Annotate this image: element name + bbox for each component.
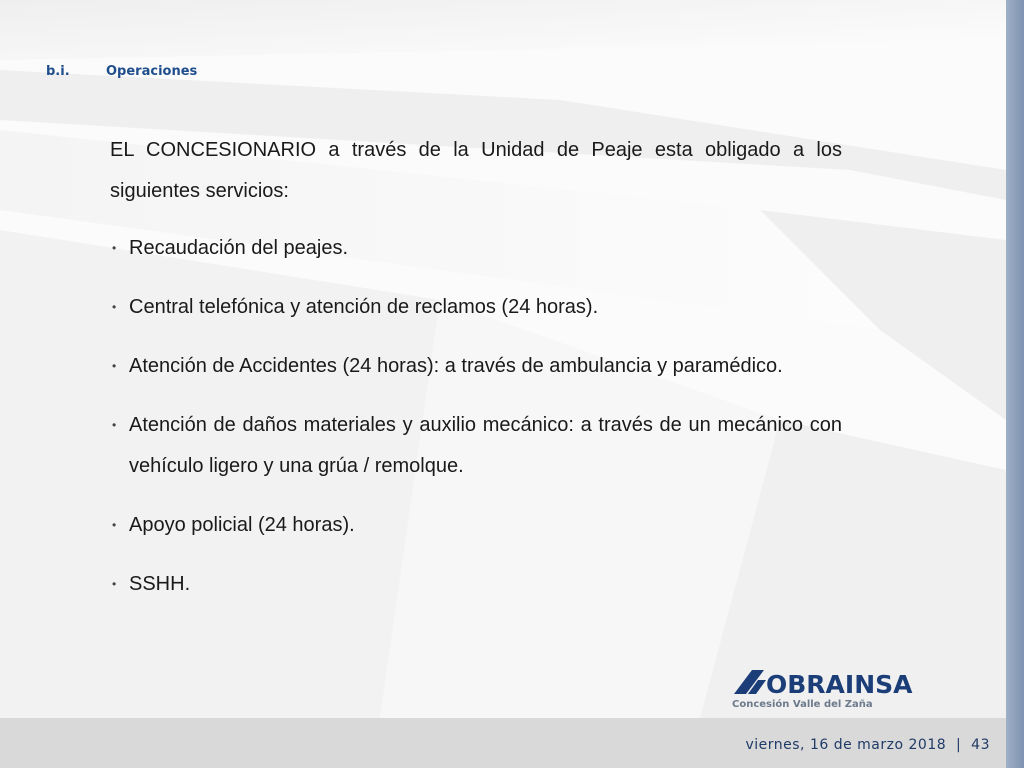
logo-wordmark: OBRAINSA (766, 670, 913, 699)
bullet-icon: • (112, 518, 117, 532)
footer (745, 737, 990, 753)
list-item (110, 405, 842, 487)
list-item (110, 564, 842, 605)
bullet-icon: • (112, 418, 117, 432)
intro-paragraph: EL CONCESIONARIO a través de la Unidad de Peaje esta obligado a los siguientes servicios: (110, 139, 842, 202)
logo-mark-icon (730, 666, 768, 700)
bullet-icon: • (112, 300, 117, 314)
list-item (110, 287, 842, 328)
list-item (110, 505, 842, 546)
list-item (110, 346, 842, 387)
list-item-text: Central telefónica y atención de reclamos (24 horas). (129, 296, 599, 318)
bullet-icon: • (112, 241, 117, 255)
slide-body (110, 130, 842, 623)
list-item-text: Recaudación del peajes. (129, 237, 349, 259)
list-item-text: Apoyo policial (24 horas). (129, 514, 355, 536)
footer-separator: | (956, 737, 962, 753)
bullet-icon: • (112, 577, 117, 591)
list-item-text: Atención de daños materiales y auxilio mecánico: a través de un mecánico con vehículo ligero y una grúa / remolque. (129, 414, 842, 477)
list-item (110, 228, 842, 269)
section-title: Operaciones (106, 64, 198, 79)
page-number: 43 (971, 737, 990, 753)
slide-header (46, 64, 197, 79)
list-item-text: Atención de Accidentes (24 horas): a través de ambulancia y paramédico. (129, 355, 783, 377)
obrainsa-logo (728, 662, 998, 714)
bullet-icon: • (112, 359, 117, 373)
section-number: b.i. (46, 64, 70, 79)
services-list (110, 228, 842, 605)
right-accent-bar (1006, 0, 1024, 768)
footer-date: viernes, 16 de marzo 2018 (745, 737, 947, 753)
list-item-text: SSHH. (129, 573, 191, 595)
logo-subtitle: Concesión Valle del Zaña (732, 699, 873, 710)
